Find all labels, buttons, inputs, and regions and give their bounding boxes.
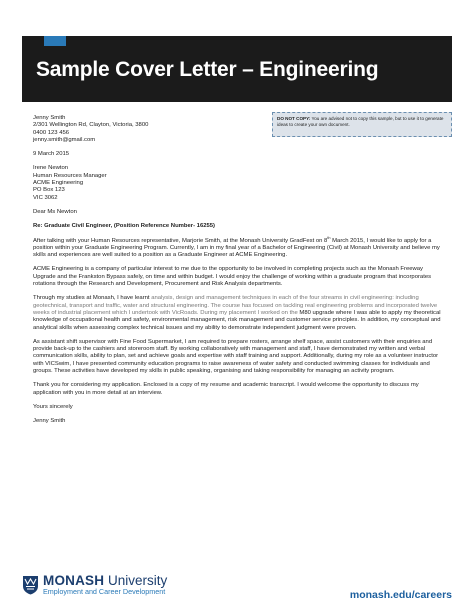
- paragraph-3: Through my studies at Monash, I have learnt analysis, design and management techniques in each of the four streams in civil engineering: including geotechnical, transport and traffic, water and structural engineering. The course has focused on tackling real engineering problems and incorporated twelve weeks of industrial placement which I undertook with VicRoads. During my placement I worked on the M80 upgrade where I was able to apply my theoretical knowledge of occupational health and safety, environmental management, risk management and customer service principles. In addition, my conceptual and analytical skills when assessing complex technical issues and my ability to demonstrate independent judgment were proven.: [33, 295, 441, 331]
- recipient-name: Irene Newton: [33, 165, 69, 172]
- logo-wordmark-regular: University: [104, 573, 168, 588]
- notice-label: DO NOT COPY:: [277, 116, 311, 121]
- recipient-pobox: PO Box 123: [33, 187, 65, 194]
- notice-text: You are advised not to copy this sample, but to use it to generate ideas to create your own document.: [277, 116, 444, 127]
- sender-email: jenny.smith@gmail.com: [33, 136, 96, 143]
- banner-accent-tab: [44, 36, 66, 46]
- recipient-location: VIC 3062: [33, 194, 58, 201]
- logo-wordmark-bold: MONASH: [43, 573, 105, 588]
- paragraph-4: As assistant shift supervisor with Fine Food Supermarket, I am required to prepare rosters, arrange shelf space, assist customers with their enquiries and provide back-up to the cashiers and storeroom staff. By working collaboratively with management and staff, I have demonstrated my written and verbal communication skills, ability to plan, set and achieve goals and expertise with staff training and support. Additionally, during my role as a volunteer instructor with VICSwim, I have presented community education programs to raise awareness of water safety and conducted swimming classes for individuals and groups. These activities have developed my skills in public speaking, organising and taking responsibility for managing an activity program.: [33, 338, 439, 375]
- letter-date: 9 March 2015: [33, 151, 70, 158]
- sender-phone: 0400 123 456: [33, 129, 70, 136]
- paragraph-2: ACME Engineering is a company of particular interest to me due to the opportunity to be involved in completing projects such as the Monash Freeway Upgrade and the Frankston Bypass safely, on time and within budget. I would enjoy the challenge of working within a graduate program that incorporates rotations through the Research and Development, Procurement and Risk Analysis departments.: [33, 266, 432, 288]
- recipient-company: ACME Engineering: [33, 180, 84, 187]
- logo-subtitle: Employment and Career Development: [43, 587, 166, 596]
- monash-crest-icon: [22, 575, 39, 595]
- salutation: Dear Ms Newton: [33, 208, 77, 215]
- sender-name: Jenny Smith: [33, 115, 66, 121]
- sender-address: 2/301 Wellington Rd, Clayton, Victoria, 3800: [33, 122, 149, 129]
- page-title: Sample Cover Letter – Engineering: [36, 58, 379, 81]
- recipient-title: Human Resources Manager: [33, 172, 107, 179]
- monash-logo[interactable]: [22, 574, 167, 596]
- closing: Yours sincerely: [33, 403, 73, 410]
- subject-line: Re: Graduate Civil Engineer, (Position Reference Number- 16255): [33, 223, 216, 230]
- letter-body: [33, 115, 443, 426]
- signature-name: Jenny Smith: [33, 418, 66, 425]
- careers-url-link[interactable]: monash.edu/careers: [349, 589, 452, 601]
- paragraph-5: Thank you for considering my application. Enclosed is a copy of my resume and academic transcript. I would welcome the opportunity to discuss my application with you in more detail at an interview.: [33, 382, 419, 396]
- paragraph-1: After talking with your Human Resources representative, Marjorie Smith, at the Monash University GradFest on 8th March 2015, I would like to apply for a position within your Graduate Engineering Program. Currently, I am in my final year of a Bachelor of Engineering (Civil) at Monash University and believe my skills and experiences are well suited to a position as a Graduate Engineer at ACME Engineering.: [33, 235, 440, 259]
